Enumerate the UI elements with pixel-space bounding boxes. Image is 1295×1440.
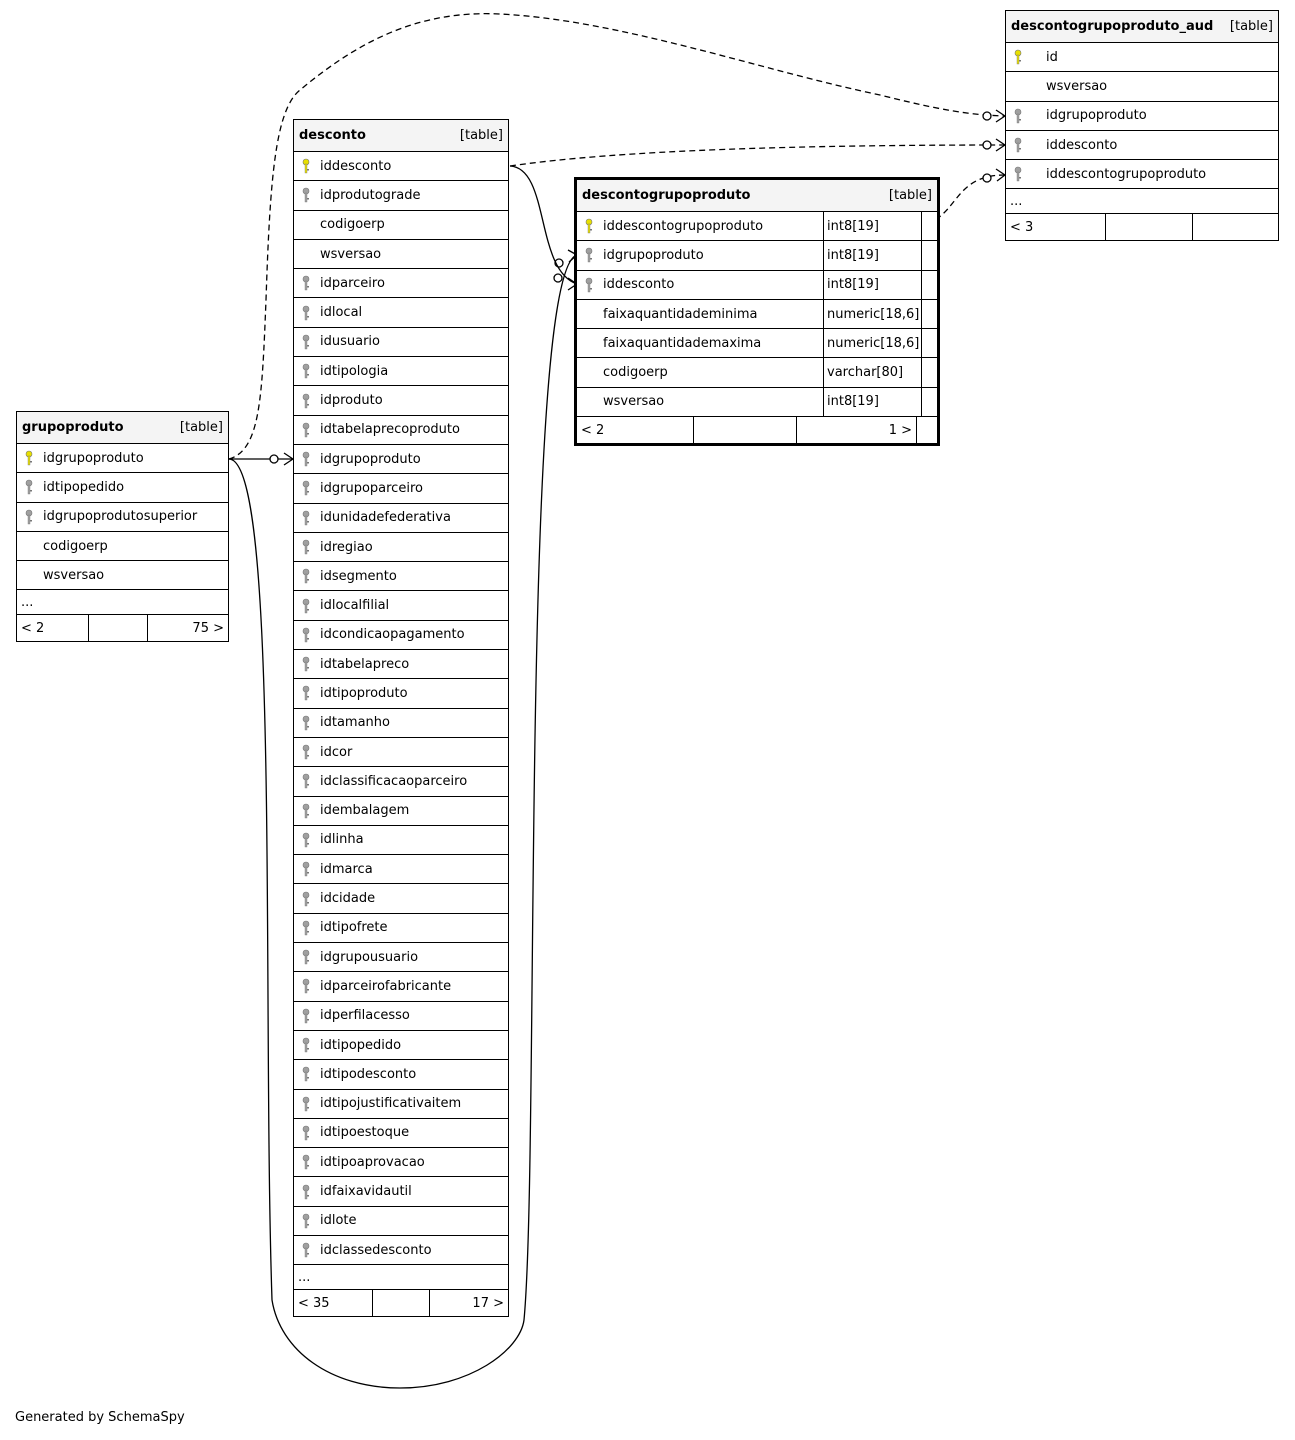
column-name-text: wsversao [603, 394, 665, 410]
primary-key-icon [302, 158, 310, 174]
column-name [294, 914, 508, 942]
column-name-text: idcor [320, 744, 353, 760]
column-name-text: idtamanho [320, 715, 390, 731]
column-row[interactable] [294, 328, 508, 357]
table-footer [17, 615, 228, 641]
column-name [294, 679, 508, 707]
column-name [294, 298, 508, 326]
column-name-text: iddescontogrupoproduto [603, 218, 764, 234]
column-row[interactable] [294, 1148, 508, 1177]
column-name-text: iddesconto [320, 158, 392, 174]
column-row[interactable] [294, 767, 508, 796]
column-row[interactable] [294, 298, 508, 327]
column-name-text: idtabelapreco [320, 656, 410, 672]
column-name-text: idmarca [320, 861, 373, 877]
column-gutter [921, 241, 937, 269]
footer-middle [373, 1290, 430, 1316]
foreign-key-icon [302, 1125, 310, 1141]
column-name-text: idgrupoparceiro [320, 480, 423, 496]
column-name [294, 357, 508, 385]
foreign-key-icon [302, 363, 310, 379]
table-grupoproduto[interactable] [16, 411, 229, 642]
table-header [1006, 11, 1278, 43]
column-name-text: codigoerp [320, 217, 385, 233]
foreign-key-icon [585, 277, 593, 293]
column-name [294, 972, 508, 1000]
foreign-key-icon [302, 393, 310, 409]
column-row[interactable] [17, 444, 228, 473]
foreign-key-icon [302, 978, 310, 994]
column-name [577, 212, 823, 240]
foreign-key-icon [302, 685, 310, 701]
foreign-key-icon [302, 861, 310, 877]
column-name [294, 211, 508, 239]
column-name-text: codigoerp [603, 365, 668, 381]
column-row[interactable] [294, 943, 508, 972]
column-row[interactable] [17, 503, 228, 532]
column-type: int8[19] [823, 212, 921, 240]
column-name [294, 328, 508, 356]
foreign-key-icon [302, 1066, 310, 1082]
column-name [294, 504, 508, 532]
column-name-text: idclassedesconto [320, 1242, 432, 1258]
column-type: varchar[80] [823, 358, 921, 386]
link-desconto-aud [510, 145, 1005, 166]
column-name-text: codigoerp [43, 538, 108, 554]
column-name [294, 533, 508, 561]
column-row[interactable] [294, 914, 508, 943]
column-name-text: idparceiro [320, 275, 385, 291]
foreign-key-icon [302, 1213, 310, 1229]
foreign-key-icon [302, 1037, 310, 1053]
column-name [17, 532, 228, 560]
column-name [294, 1119, 508, 1147]
column-name [294, 855, 508, 883]
column-row[interactable] [17, 561, 228, 590]
column-name [17, 503, 228, 531]
foreign-key-icon [25, 509, 33, 525]
column-name [1006, 160, 1278, 188]
column-name-text: faixaquantidademaxima [603, 335, 762, 351]
footer-parents: < 2 [577, 417, 694, 443]
foreign-key-icon [302, 1184, 310, 1200]
column-name-text: iddesconto [1046, 137, 1118, 153]
foreign-key-icon [302, 451, 310, 467]
column-row[interactable] [577, 388, 937, 417]
table-type: [table] [1229, 19, 1273, 34]
column-name [1006, 43, 1278, 71]
column-gutter [921, 388, 937, 416]
column-name-text: idlocalfilial [320, 598, 390, 614]
footer-children: 1 > [797, 417, 917, 443]
foreign-key-icon [302, 1008, 310, 1024]
column-gutter [921, 300, 937, 328]
table-type: [table] [459, 128, 503, 143]
column-name [294, 826, 508, 854]
column-name-text: idlote [320, 1213, 357, 1229]
column-name [294, 1002, 508, 1030]
column-name [294, 240, 508, 268]
column-gutter [921, 329, 937, 357]
column-name [294, 797, 508, 825]
column-name [294, 1148, 508, 1176]
column-name [17, 444, 228, 472]
column-row[interactable] [294, 562, 508, 591]
column-row[interactable] [294, 1207, 508, 1236]
foreign-key-icon [302, 920, 310, 936]
foreign-key-icon [1014, 137, 1022, 153]
foreign-key-icon [1014, 166, 1022, 182]
column-name [17, 473, 228, 501]
column-row[interactable] [294, 709, 508, 738]
column-row[interactable] [294, 797, 508, 826]
column-row[interactable] [1006, 102, 1278, 131]
column-gutter [921, 271, 937, 299]
column-row[interactable] [577, 358, 937, 387]
column-row[interactable] [294, 1060, 508, 1089]
column-row[interactable] [1006, 131, 1278, 160]
column-name [294, 1031, 508, 1059]
column-row[interactable] [294, 972, 508, 1001]
generated-by-footer: Generated by SchemaSpy [15, 1410, 185, 1425]
column-row[interactable] [294, 591, 508, 620]
column-name [577, 358, 823, 386]
table-name: descontogrupoproduto_aud [1011, 19, 1214, 34]
footer-parents: < 3 [1006, 214, 1106, 240]
column-name-text: idtipopedido [320, 1037, 402, 1053]
table-descontogrupoproduto[interactable] [574, 177, 940, 446]
table-type: [table] [888, 188, 932, 203]
column-type: numeric[18,6] [823, 300, 921, 328]
column-name-text: idtipopedido [43, 479, 125, 495]
link-desconto-descontogrupoproduto [510, 166, 577, 284]
column-name-text: idregiao [320, 539, 373, 555]
column-row[interactable] [294, 211, 508, 240]
column-row[interactable] [294, 855, 508, 884]
table-name: desconto [299, 128, 366, 143]
table-descontogrupoproduto-aud[interactable] [1005, 10, 1279, 241]
column-name-text: idtabelaprecoproduto [320, 422, 460, 438]
foreign-key-icon [302, 275, 310, 291]
column-name [294, 767, 508, 795]
column-name-text: idusuario [320, 334, 380, 350]
column-name-text: faixaquantidademinima [603, 306, 758, 322]
more-columns: ... [294, 1265, 508, 1290]
foreign-key-icon [302, 832, 310, 848]
column-row[interactable] [294, 650, 508, 679]
footer-middle [1106, 214, 1193, 240]
column-row[interactable] [294, 1090, 508, 1119]
column-name-text: idgrupoprodutosuperior [43, 509, 198, 525]
column-name-text: wsversao [1046, 78, 1108, 94]
foreign-key-icon [302, 1242, 310, 1258]
column-row[interactable] [294, 679, 508, 708]
column-name-text: idcondicaopagamento [320, 627, 465, 643]
column-row[interactable] [294, 181, 508, 210]
footer-children: 17 > [472, 1295, 504, 1311]
foreign-key-icon [585, 247, 593, 263]
foreign-key-icon [302, 627, 310, 643]
column-gutter [921, 212, 937, 240]
column-name [577, 241, 823, 269]
column-row[interactable] [577, 241, 937, 270]
column-row[interactable] [294, 474, 508, 503]
column-name-text: idfaixavidautil [320, 1184, 412, 1200]
foreign-key-icon [302, 715, 310, 731]
column-gutter [921, 358, 937, 386]
column-name-text: idgrupoproduto [320, 451, 421, 467]
column-name [17, 561, 228, 589]
table-name: grupoproduto [22, 420, 124, 435]
foreign-key-icon [302, 539, 310, 555]
column-row[interactable] [294, 621, 508, 650]
column-name-text: idtipojustificativaitem [320, 1096, 462, 1112]
table-name: descontogrupoproduto [582, 188, 751, 203]
column-name [294, 152, 508, 180]
column-name-text: idclassificacaoparceiro [320, 773, 468, 789]
column-row[interactable] [1006, 160, 1278, 189]
column-row[interactable] [294, 533, 508, 562]
column-name [294, 1090, 508, 1118]
foreign-key-icon [302, 949, 310, 965]
column-name [294, 1060, 508, 1088]
column-name-text: idprodutograde [320, 187, 421, 203]
column-name-text: idtipologia [320, 363, 389, 379]
foreign-key-icon [302, 773, 310, 789]
column-row[interactable] [577, 300, 937, 329]
column-type: int8[19] [823, 241, 921, 269]
foreign-key-icon [302, 187, 310, 203]
foreign-key-icon [302, 744, 310, 760]
table-footer [294, 1290, 508, 1316]
column-row[interactable] [577, 212, 937, 241]
foreign-key-icon [302, 803, 310, 819]
column-name-text: idparceirofabricante [320, 978, 452, 994]
column-name [294, 1207, 508, 1235]
column-name [294, 738, 508, 766]
more-columns: ... [1006, 189, 1278, 214]
foreign-key-icon [302, 334, 310, 350]
footer-parents: < 35 [294, 1290, 373, 1316]
column-name-text: idgrupoproduto [1046, 108, 1147, 124]
foreign-key-icon [302, 1154, 310, 1170]
footer-children: 75 > [192, 620, 224, 636]
column-name-text: idgrupoproduto [603, 247, 704, 263]
column-name-text: idtipodesconto [320, 1066, 417, 1082]
column-name-text: idcidade [320, 891, 376, 907]
column-name-text: idsegmento [320, 568, 397, 584]
column-name-text: idproduto [320, 393, 383, 409]
column-name-text: idtipoproduto [320, 685, 408, 701]
column-type: int8[19] [823, 271, 921, 299]
column-name [294, 709, 508, 737]
foreign-key-icon [302, 656, 310, 672]
table-footer [577, 417, 917, 443]
column-row[interactable] [294, 152, 508, 181]
column-name [577, 300, 823, 328]
primary-key-icon [1014, 49, 1022, 65]
column-row[interactable] [294, 1119, 508, 1148]
table-header [294, 120, 508, 152]
footer-parents: < 2 [17, 615, 89, 641]
column-type: int8[19] [823, 388, 921, 416]
column-name [577, 329, 823, 357]
column-row[interactable] [294, 1002, 508, 1031]
column-name-text: wsversao [320, 246, 382, 262]
column-name-text: idgrupoproduto [43, 450, 144, 466]
column-name [577, 271, 823, 299]
column-row[interactable] [294, 445, 508, 474]
foreign-key-icon [25, 479, 33, 495]
column-name [294, 386, 508, 414]
column-name [294, 562, 508, 590]
column-name-text: idperfilacesso [320, 1008, 410, 1024]
column-row[interactable] [294, 884, 508, 913]
column-name [294, 943, 508, 971]
column-row[interactable] [294, 1236, 508, 1265]
foreign-key-icon [302, 422, 310, 438]
column-name-text: idlinha [320, 832, 364, 848]
table-header [577, 180, 937, 212]
column-name [294, 650, 508, 678]
column-name-text: idembalagem [320, 803, 410, 819]
column-name-text: idunidadefederativa [320, 510, 451, 526]
foreign-key-icon [302, 480, 310, 496]
column-name [577, 388, 823, 416]
column-name-text: iddescontogrupoproduto [1046, 166, 1207, 182]
column-name [294, 474, 508, 502]
column-name [1006, 72, 1278, 100]
column-name [294, 181, 508, 209]
column-name [294, 591, 508, 619]
foreign-key-icon [302, 1096, 310, 1112]
column-name [294, 1177, 508, 1205]
column-row[interactable] [294, 1177, 508, 1206]
footer-children [1193, 214, 1278, 240]
column-name [294, 1236, 508, 1264]
footer-middle [89, 615, 148, 641]
column-name-text: idtipoestoque [320, 1125, 410, 1141]
column-row[interactable] [294, 386, 508, 415]
primary-key-icon [25, 450, 33, 466]
column-row[interactable] [577, 271, 937, 300]
column-row[interactable] [17, 532, 228, 561]
foreign-key-icon [302, 510, 310, 526]
column-row[interactable] [17, 473, 228, 502]
column-row[interactable] [294, 738, 508, 767]
column-row[interactable] [294, 240, 508, 269]
column-name [1006, 131, 1278, 159]
more-columns: ... [17, 590, 228, 615]
column-row[interactable] [577, 329, 937, 358]
column-row[interactable] [1006, 72, 1278, 101]
column-name [294, 884, 508, 912]
column-name-text: wsversao [43, 567, 105, 583]
column-row[interactable] [294, 357, 508, 386]
footer-middle [694, 417, 797, 443]
table-desconto[interactable] [293, 119, 509, 1317]
table-footer [1006, 214, 1278, 240]
foreign-key-icon [302, 598, 310, 614]
column-name-text: id [1046, 49, 1058, 65]
column-name [294, 416, 508, 444]
foreign-key-icon [1014, 108, 1022, 124]
column-name-text: idlocal [320, 305, 363, 321]
primary-key-icon [585, 218, 593, 234]
foreign-key-icon [302, 891, 310, 907]
column-name-text: idtipoaprovacao [320, 1154, 425, 1170]
column-row[interactable] [294, 1031, 508, 1060]
column-name [294, 621, 508, 649]
column-type: numeric[18,6] [823, 329, 921, 357]
column-row[interactable] [294, 269, 508, 298]
column-name-text: idgrupousuario [320, 949, 419, 965]
column-name [294, 269, 508, 297]
table-type: [table] [179, 420, 223, 435]
column-row[interactable] [1006, 43, 1278, 72]
foreign-key-icon [302, 305, 310, 321]
column-name [1006, 102, 1278, 130]
column-row[interactable] [294, 826, 508, 855]
column-row[interactable] [294, 504, 508, 533]
table-header [17, 412, 228, 444]
column-row[interactable] [294, 416, 508, 445]
column-name-text: idtipofrete [320, 920, 388, 936]
column-name [294, 445, 508, 473]
foreign-key-icon [302, 568, 310, 584]
column-name-text: iddesconto [603, 277, 675, 293]
